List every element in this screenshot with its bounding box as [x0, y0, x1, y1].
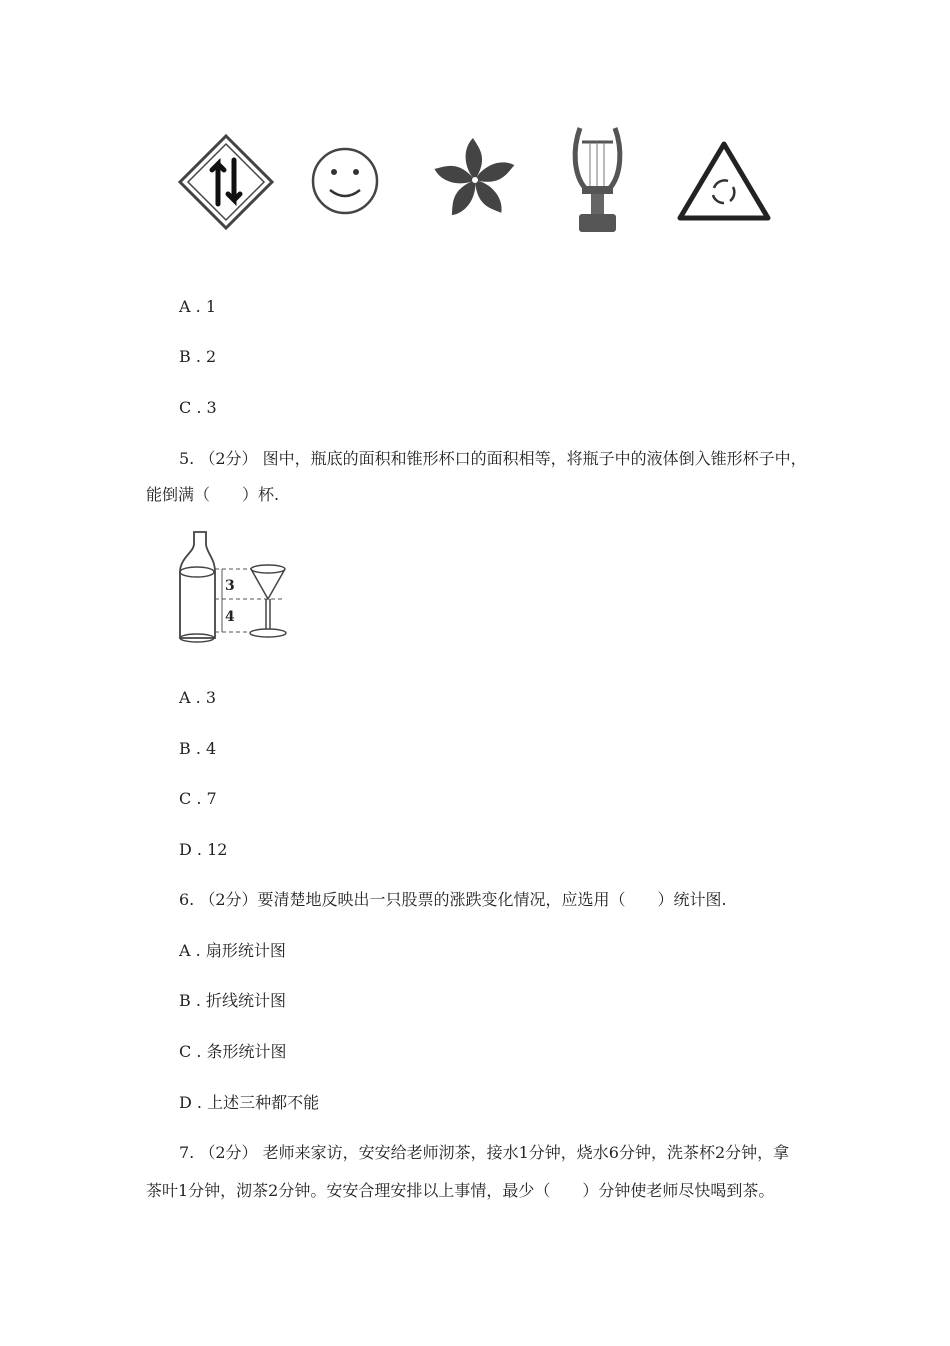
q5-option-d: D . 12 [179, 840, 228, 859]
bauhinia-flower-icon [432, 138, 517, 220]
q7-stem-line2: 茶叶1分钟，沏茶2分钟。安安合理安排以上事情，最少（ ）分钟使老师尽快喝到茶。 [146, 1181, 775, 1200]
q6-option-d: D . 上述三种都不能 [179, 1093, 320, 1112]
q5-stem-line1: 5. （2分） 图中，瓶底的面积和锥形杯口的面积相等，将瓶子中的液体倒入锥形杯子中， [179, 449, 807, 468]
smiley-face-icon [313, 149, 377, 213]
q5-option-b: B . 4 [179, 739, 217, 758]
q6-option-c: C . 条形统计图 [179, 1042, 287, 1061]
symbols-figure [170, 120, 780, 245]
q7-stem-line1: 7. （2分） 老师来家访，安安给老师沏茶，接水1分钟，烧水6分钟，洗茶杯2分钟，拿 [179, 1143, 790, 1162]
q5-stem-line2: 能倒满（ ）杯. [146, 485, 280, 504]
q4-option-c: C . 3 [179, 398, 217, 417]
bottle-cup-figure [175, 528, 295, 648]
lyre-icon [575, 128, 620, 232]
bottle-label-bottom: 4 [225, 609, 235, 625]
q5-option-a: A . 3 [179, 688, 217, 707]
two-way-traffic-sign-icon [180, 136, 272, 228]
q4-option-a: A . 1 [179, 297, 217, 316]
bottle-label-top: 3 [225, 578, 235, 594]
q6-stem-line1: 6. （2分）要清楚地反映出一只股票的涨跌变化情况，应选用（ ）统计图. [179, 890, 727, 909]
q6-option-b: B . 折线统计图 [179, 991, 287, 1010]
q5-option-c: C . 7 [179, 789, 217, 808]
roundabout-warning-sign-icon [680, 144, 768, 218]
q4-option-b: B . 2 [179, 347, 217, 366]
q6-option-a: A . 扇形统计图 [179, 941, 286, 960]
